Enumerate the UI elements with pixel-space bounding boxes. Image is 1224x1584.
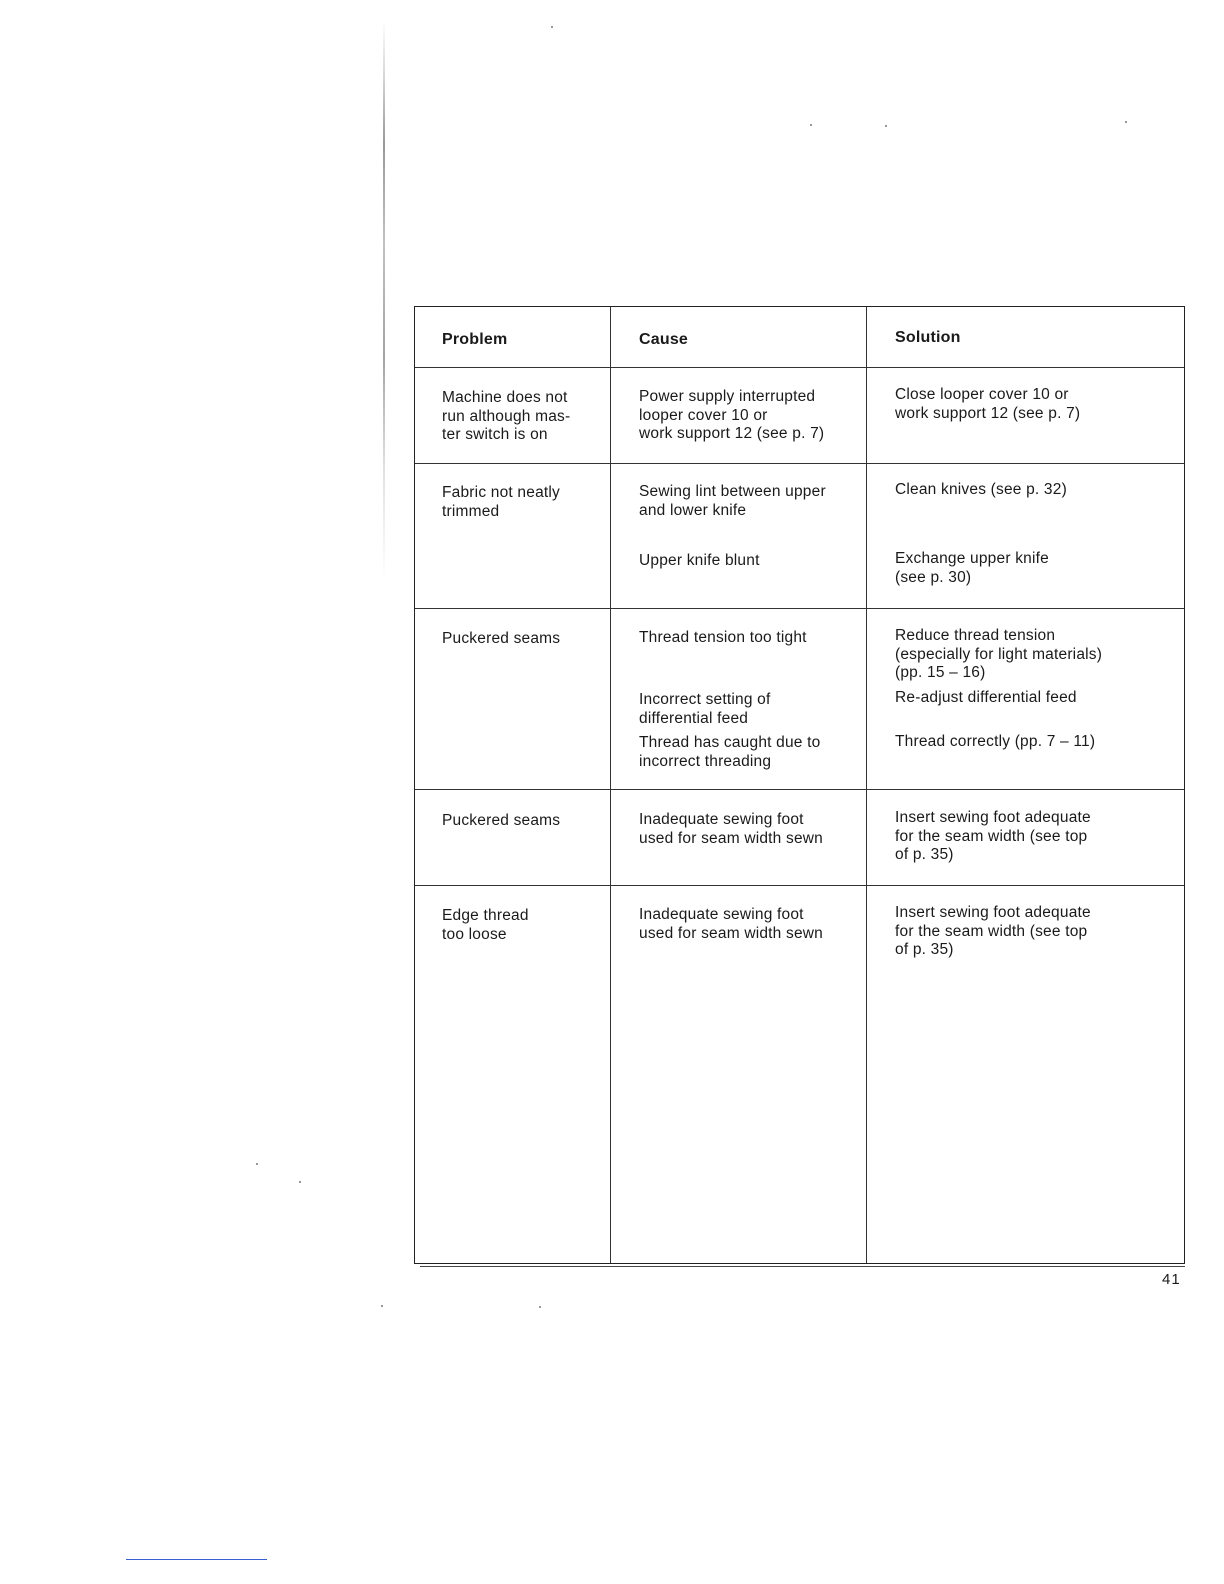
problem-cell: Machine does not run although mas- ter switch is on [442,389,571,443]
scan-speck [539,1306,541,1308]
bottom-rule [420,1266,1185,1267]
problem-cell: Puckered seams [442,812,561,829]
scan-speck [810,124,812,126]
scan-edge-artifact [383,20,385,580]
solution-cell: Insert sewing foot adequate for the seam width (see top of p. 35) [895,809,1091,863]
cause-cell: Power supply interrupted looper cover 10 or work support 12 (see p. 7) [639,388,825,442]
header-problem: Problem [442,331,508,348]
solution-cell: Re-adjust differential feed [895,689,1077,706]
scan-speck [551,26,553,28]
row-divider [415,789,1184,790]
column-divider [610,307,611,1263]
scan-speck [299,1181,301,1183]
footer-rule [126,1559,267,1560]
cause-cell: Inadequate sewing foot used for seam width sewn [639,811,823,847]
problem-cell: Edge thread too loose [442,907,529,943]
problem-cell: Puckered seams [442,630,561,647]
row-divider [415,463,1184,464]
header-divider [415,367,1184,368]
cause-cell: Upper knife blunt [639,552,760,569]
cause-cell: Thread tension too tight [639,629,807,646]
scan-speck [1125,121,1127,123]
solution-cell: Thread correctly (pp. 7 – 11) [895,733,1096,750]
header-solution: Solution [895,329,961,346]
troubleshooting-table [414,306,1185,1264]
column-divider [866,307,867,1263]
solution-cell: Clean knives (see p. 32) [895,481,1067,498]
page-number: 41 [1162,1271,1181,1288]
solution-cell: Exchange upper knife (see p. 30) [895,550,1049,586]
cause-cell: Thread has caught due to incorrect threading [639,734,821,770]
row-divider [415,885,1184,886]
scan-speck [885,125,887,127]
scan-speck [256,1163,258,1165]
row-divider [415,608,1184,609]
solution-cell: Reduce thread tension (especially for light materials) (pp. 15 – 16) [895,627,1103,681]
problem-cell: Fabric not neatly trimmed [442,484,560,520]
scan-speck [381,1305,383,1307]
cause-cell: Sewing lint between upper and lower knife [639,483,826,519]
cause-cell: Incorrect setting of differential feed [639,691,771,727]
header-cause: Cause [639,331,689,348]
solution-cell: Insert sewing foot adequate for the seam width (see top of p. 35) [895,904,1091,958]
cause-cell: Inadequate sewing foot used for seam width sewn [639,906,823,942]
solution-cell: Close looper cover 10 or work support 12 (see p. 7) [895,386,1081,422]
